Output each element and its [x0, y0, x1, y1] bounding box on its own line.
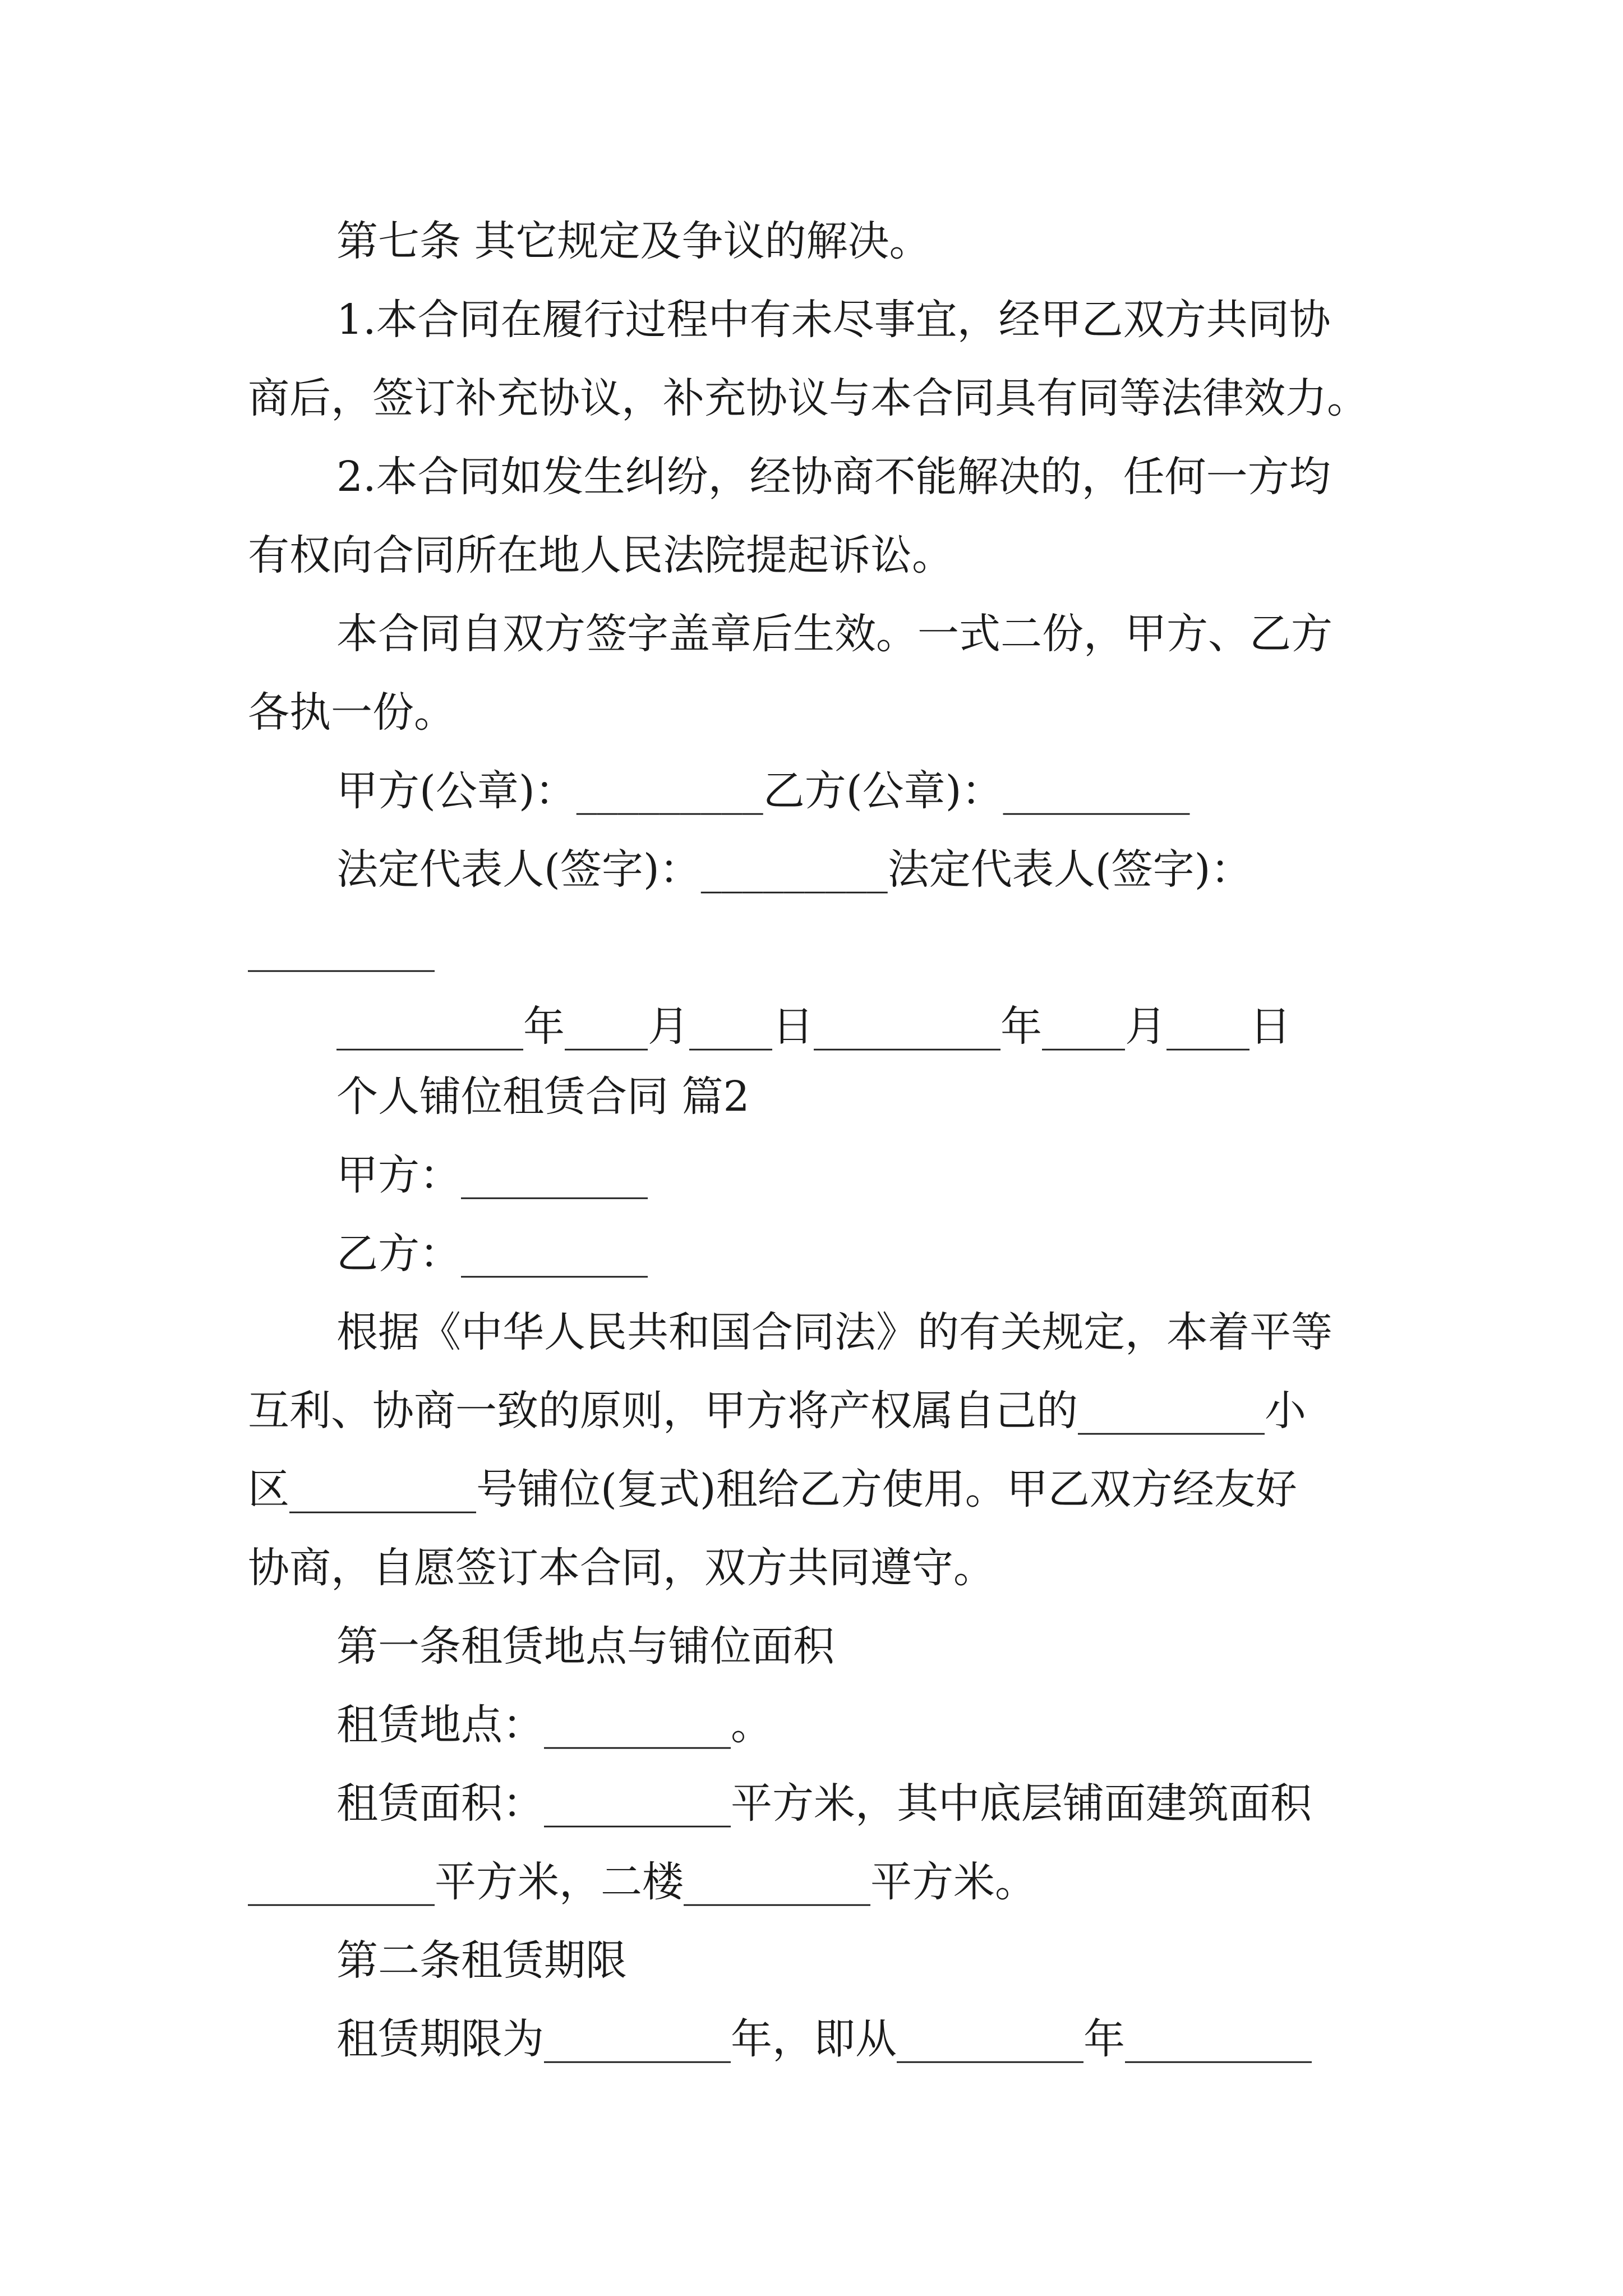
rental-term-line: 租赁期限为_________年，即从_________年_________ — [336, 2015, 1312, 2063]
section-7-clause-2-line-1: 2.本合同如发生纠纷，经协商不能解决的，任何一方均 — [336, 453, 1331, 501]
section-7-clause-1-line-2: 商后，签订补充协议，补充协议与本合同具有同等法律效力。 — [248, 374, 1368, 422]
article-2-title: 第二条租赁期限 — [336, 1936, 627, 1985]
representative-line-1: 法定代表人(签字)：_________法定代表人(签字)： — [336, 845, 1252, 894]
intro-line-4: 协商，自愿签订本合同，双方共同遵守。 — [248, 1544, 995, 1592]
intro-line-2: 互利、协商一致的原则，甲方将产权属自己的_________小 — [248, 1387, 1306, 1435]
intro-line-1: 根据《中华人民共和国合同法》的有关规定，本着平等 — [336, 1308, 1332, 1356]
party-b-line: 乙方：_________ — [336, 1230, 648, 1278]
effect-clause-line-2: 各执一份。 — [248, 688, 455, 737]
rental-location-line: 租赁地点：_________。 — [336, 1701, 772, 1749]
effect-clause-line-1: 本合同自双方签字盖章后生效。一式二份，甲方、乙方 — [336, 610, 1332, 658]
section-7-clause-1-line-1: 1.本合同在履行过程中有未尽事宜，经甲乙双方共同协 — [336, 296, 1331, 344]
intro-line-3: 区_________号铺位(复式)租给乙方使用。甲乙双方经友好 — [248, 1465, 1297, 1513]
contract-2-title: 个人铺位租赁合同 篇2 — [336, 1073, 750, 1121]
section-7-title: 第七条 其它规定及争议的解决。 — [336, 217, 931, 265]
article-1-title: 第一条租赁地点与铺位面积 — [336, 1622, 834, 1671]
seal-line: 甲方(公章)：_________乙方(公章)：_________ — [336, 767, 1190, 815]
section-7-clause-2-line-2: 有权向合同所在地人民法院提起诉讼。 — [248, 531, 953, 579]
representative-line-2: _________ — [248, 924, 435, 972]
rental-area-line-1: 租赁面积：_________平方米，其中底层铺面建筑面积 — [336, 1779, 1312, 1828]
party-a-line: 甲方：_________ — [336, 1151, 648, 1199]
date-line: _________年____月____日_________年____月____日 — [336, 1002, 1291, 1051]
rental-area-line-2: _________平方米，二楼_________平方米。 — [248, 1858, 1036, 1906]
